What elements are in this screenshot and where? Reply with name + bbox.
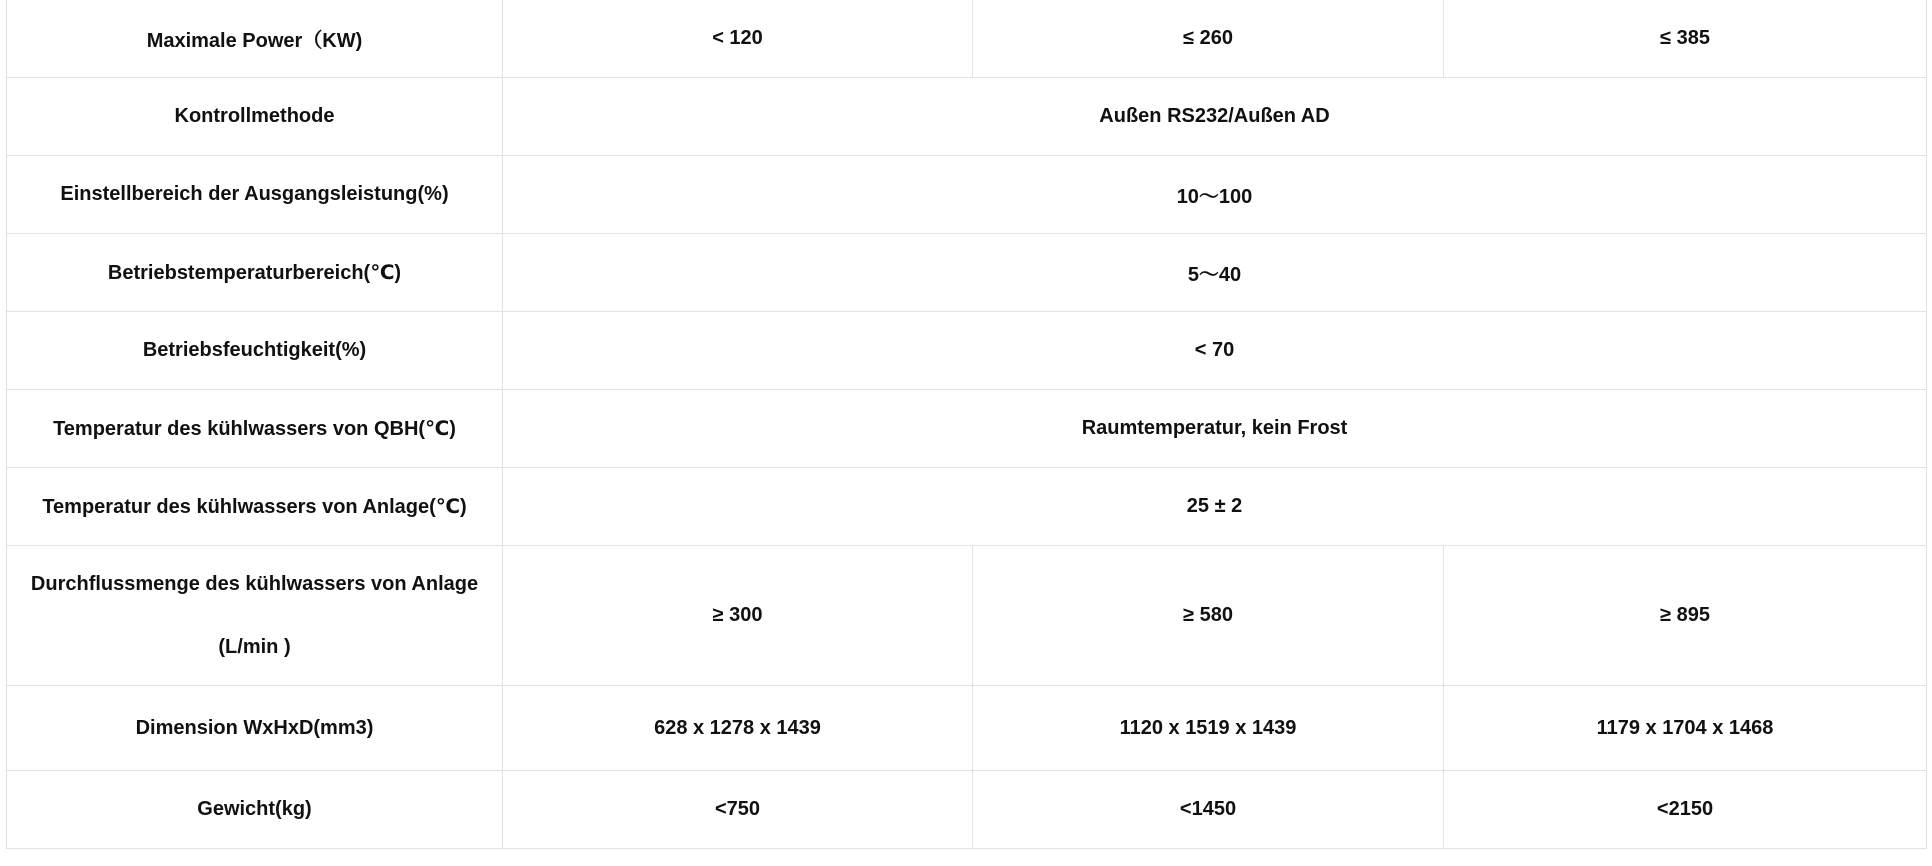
row-label-flow-rate-line2: (L/min ) bbox=[218, 635, 291, 658]
cell-humidity: < 70 bbox=[503, 312, 1927, 390]
cell-dimension-2: 1120 x 1519 x 1439 bbox=[973, 686, 1444, 771]
table-row-qbh-water-temp bbox=[7, 390, 1927, 468]
table-row-control-method bbox=[7, 78, 1927, 156]
cell-qbh-water-temp: Raumtemperatur, kein Frost bbox=[503, 390, 1927, 468]
table-row-max-power bbox=[7, 0, 1927, 78]
cell-max-power-2: ≤ 260 bbox=[973, 0, 1444, 78]
row-label-max-power: Maximale Power（KW) bbox=[7, 0, 503, 78]
cell-weight-2: <1450 bbox=[973, 771, 1444, 849]
table-row-weight bbox=[7, 771, 1927, 849]
row-label-flow-rate-line1: Durchflussmenge des kühlwassers von Anlage bbox=[30, 572, 479, 595]
cell-max-power-1: < 120 bbox=[503, 0, 973, 78]
table-row-operating-temp bbox=[7, 234, 1927, 312]
cell-output-range: 10～100 bbox=[503, 156, 1927, 234]
row-label-plant-water-temp: Temperatur des kühlwassers von Anlage(℃) bbox=[7, 468, 503, 546]
table-row-dimension bbox=[7, 686, 1927, 771]
table-row-humidity bbox=[7, 312, 1927, 390]
cell-flow-rate-3: ≥ 895 bbox=[1444, 546, 1927, 686]
row-label-flow-rate bbox=[7, 546, 503, 686]
table-row-flow-rate bbox=[7, 546, 1927, 686]
cell-weight-1: <750 bbox=[503, 771, 973, 849]
cell-flow-rate-2: ≥ 580 bbox=[973, 546, 1444, 686]
spec-table bbox=[6, 0, 1927, 849]
table-row-output-range bbox=[7, 156, 1927, 234]
row-label-control-method: Kontrollmethode bbox=[7, 78, 503, 156]
row-label-operating-temp: Betriebstemperaturbereich(℃) bbox=[7, 234, 503, 312]
cell-operating-temp: 5～40 bbox=[503, 234, 1927, 312]
row-label-humidity: Betriebsfeuchtigkeit(%) bbox=[7, 312, 503, 390]
cell-dimension-1: 628 x 1278 x 1439 bbox=[503, 686, 973, 771]
table-row-plant-water-temp bbox=[7, 468, 1927, 546]
cell-plant-water-temp: 25 ± 2 bbox=[503, 468, 1927, 546]
row-label-weight: Gewicht(kg) bbox=[7, 771, 503, 849]
cell-control-method: Außen RS232/Außen AD bbox=[503, 78, 1927, 156]
row-label-output-range: Einstellbereich der Ausgangsleistung(%) bbox=[7, 156, 503, 234]
row-label-dimension: Dimension WxHxD(mm3) bbox=[7, 686, 503, 771]
cell-flow-rate-1: ≥ 300 bbox=[503, 546, 973, 686]
row-label-qbh-water-temp: Temperatur des kühlwassers von QBH(℃) bbox=[7, 390, 503, 468]
cell-weight-3: <2150 bbox=[1444, 771, 1927, 849]
cell-max-power-3: ≤ 385 bbox=[1444, 0, 1927, 78]
cell-dimension-3: 1179 x 1704 x 1468 bbox=[1444, 686, 1927, 771]
